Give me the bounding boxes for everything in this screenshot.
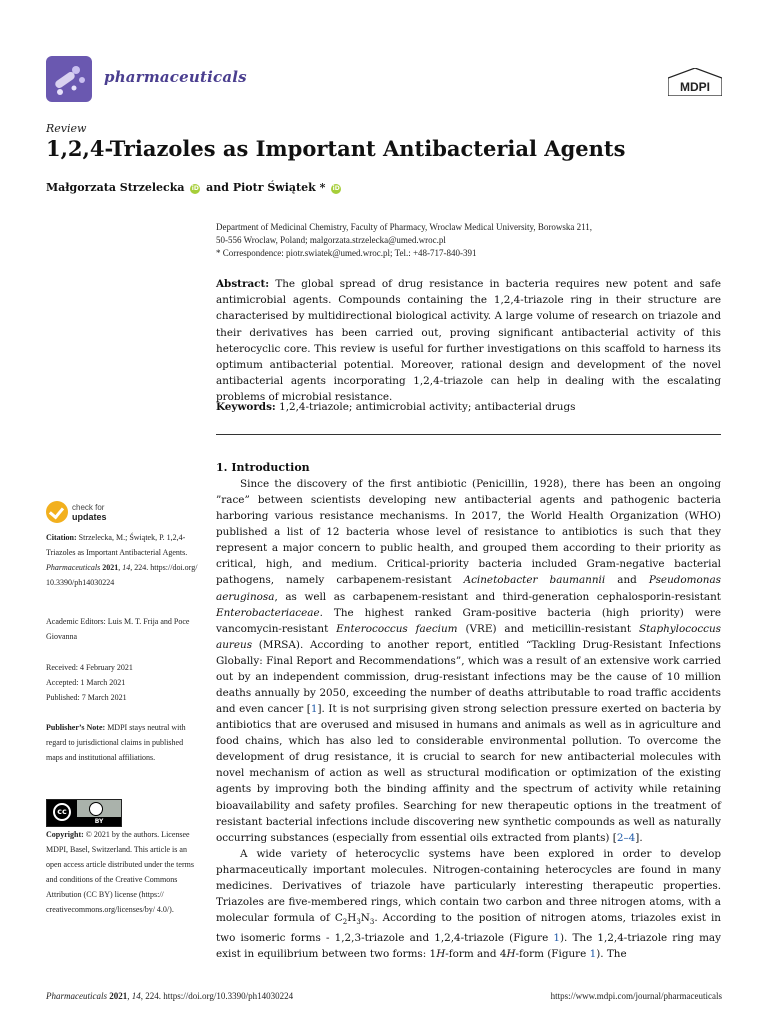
author-separator: and bbox=[206, 181, 229, 194]
abstract-label: Abstract: bbox=[216, 278, 270, 290]
journal-name[interactable]: pharmaceuticals bbox=[104, 68, 247, 86]
footer-doi[interactable]: , 224. https://doi.org/10.3390/ph14030224 bbox=[140, 991, 294, 1001]
cc-by-license-badge[interactable] bbox=[46, 799, 122, 827]
checkmark-icon bbox=[46, 501, 68, 523]
copyright-block bbox=[46, 827, 198, 917]
citation-block: Citation: Strzelecka, M.; Świątek, P. 1,2,4-Triazoles as Important Antibacterial Agents. Pharmaceuticals 2021, 14, 224. https://doi.org/ 10.3390/ph14030224 bbox=[46, 533, 198, 587]
note-label: Publisher’s Note: bbox=[46, 723, 106, 732]
author-name[interactable]: Piotr Świątek * bbox=[232, 181, 326, 194]
affiliations bbox=[216, 221, 721, 260]
publisher-note bbox=[46, 720, 198, 765]
person-icon bbox=[89, 802, 103, 816]
citation-text: Strzelecka, M.; Świątek, P. 1,2,4-Triazoles as Important Antibacterial Agents. bbox=[46, 533, 188, 557]
academic-editors: Academic Editors: Luis M. T. Frija and Poce Giovanna bbox=[46, 617, 190, 641]
body-paragraph: Since the discovery of the first antibiotic (Penicillin, 1928), there has been an ongoing ”race” between scientists developing new antibacterial agents and pathogenic bacteria harboring various resistance mechanisms. In 2017, the World Health Organization (WHO) published a list of 12 bacteria whose level of resistance to antibiotics is such that they represent a major concern to public health, and grouped them according to their priority as critical, high, and medium. Critical-priority bacteria included Gram-negative bacterial pathogens, namely carbapenem-resistant Acinetobacter baumannii and Pseudomonas aeruginosa, as well as carbapenem-resistant and third-generation cephalosporin-resistant Enterobacteriaceae. The highest ranked Gram-positive bacteria (high priority) were vancomycin-resistant Enterococcus faecium (VRE) and meticillin-resistant Staphylococcus aureus (MRSA). According to another report, entitled “Tackling Drug-Resistant Infections Globally: Final Report and Recommendations”, which was a result of an extensive work carried out by an independent commission, drug-resistant infections may be the cause of 10 million deaths annually by 2050, exceeding the number of deaths attributable to road traffic accidents and even cancer [1]. It is not surprising given strong selection pressure exerted on bacteria by antibiotics that are overused and misused in humans and animals as well as in agriculture and food chains, which has also led to considerable environmental pollution. To overcome the development of drug resistance, it is crucial to search for new antibacterial molecules with novel mechanism of action as well as structural modification or optimization of the existing agents by improving both the binding affinity and the spectrum of activity while retaining bioavailability and safety profiles. Searching for new therapeutic options in the treatment of resistant bacterial infections include discovering new synthetic compounds as well as naturally occurring substances (especially from essential oils extracted from plants) [2–4]. bbox=[216, 478, 721, 844]
footer-citation: Pharmaceuticals 2021, 14, 224. https://doi.org/10.3390/ph14030224 bbox=[46, 991, 294, 1001]
keywords-text: 1,2,4-triazole; antimicrobial activity; antibacterial drugs bbox=[279, 401, 576, 413]
author-list bbox=[46, 181, 343, 194]
abstract bbox=[216, 276, 721, 406]
citation-journal: Pharmaceuticals bbox=[46, 563, 101, 572]
footer-volume: 14 bbox=[131, 991, 141, 1001]
citation-label: Citation: bbox=[46, 533, 77, 542]
accepted-date: Accepted: 1 March 2021 bbox=[46, 678, 126, 687]
citation-doi[interactable]: , 224. https://doi.org/ 10.3390/ph14030224 bbox=[46, 563, 198, 587]
body-text bbox=[216, 476, 721, 962]
author-name[interactable]: Małgorzata Strzelecka bbox=[46, 181, 185, 194]
publisher-name: MDPI bbox=[680, 80, 710, 94]
keywords-label: Keywords: bbox=[216, 401, 276, 413]
cc-by-label: BY bbox=[77, 817, 121, 826]
figure-link[interactable]: 1 bbox=[589, 948, 597, 961]
footer-journal-url[interactable]: https://www.mdpi.com/journal/pharmaceuticals bbox=[550, 991, 722, 1001]
orcid-icon[interactable]: iD bbox=[332, 185, 340, 192]
received-date: Received: 4 February 2021 bbox=[46, 663, 133, 672]
dates-block bbox=[46, 660, 198, 705]
correspondence: * Correspondence: piotr.swiatek@umed.wroc.pl; Tel.: +48-717-840-391 bbox=[216, 248, 477, 258]
footer-year: 2021 bbox=[109, 991, 128, 1001]
published-date: Published: 7 March 2021 bbox=[46, 693, 127, 702]
footer-journal: Pharmaceuticals bbox=[46, 991, 107, 1001]
cc-icon: cc bbox=[53, 803, 71, 821]
section-divider bbox=[216, 434, 721, 435]
journal-logo-icon bbox=[46, 56, 92, 102]
orcid-icon[interactable]: iD bbox=[191, 185, 199, 192]
citation-volume: 14 bbox=[122, 563, 131, 572]
note-text: MDPI stays neutral with regard to jurisdictional claims in published maps and institutional affiliations. bbox=[46, 723, 186, 762]
check-updates-label: updates bbox=[72, 512, 107, 522]
copyright-text: © 2021 by the authors. Licensee MDPI, Basel, Switzerland. This article is an open access article distributed under the terms and conditions of the Creative Commons Attribution (CC BY) license (https:// creativecommons.org/licenses/by/ 4.0/). bbox=[46, 830, 194, 914]
copyright-label: Copyright: bbox=[46, 830, 84, 839]
abstract-text: The global spread of drug resistance in bacteria requires new potent and safe antimicrobial agents. Compounds containing the 1,2,4-triazole ring in their structure are characterised by multidirectional biological activity. A large volume of research on triazole and their derivatives has been carried out, proving significant antibacterial activity of this heterocyclic core. This review is useful for further investigations on this scaffold to harness its optimum antibacterial potential. Moreover, rational design and development of the novel antibacterial agents incorporating 1,2,4-triazole can help in dealing with the escalating problems of microbial resistance. bbox=[216, 278, 721, 404]
citation-link[interactable]: 2–4 bbox=[616, 831, 636, 844]
citation-link[interactable]: 1 bbox=[310, 703, 318, 716]
affiliation-line: Department of Medicinal Chemistry, Faculty of Pharmacy, Wroclaw Medical University, Borowska 211, bbox=[216, 222, 593, 232]
check-updates-label: check for bbox=[72, 503, 105, 512]
article-type: Review bbox=[46, 122, 87, 135]
keywords bbox=[216, 401, 721, 413]
section-heading: 1. Introduction bbox=[216, 461, 310, 474]
figure-link[interactable]: 1 bbox=[553, 932, 560, 945]
check-for-updates-button[interactable] bbox=[46, 501, 166, 527]
affiliation-line: 50-556 Wroclaw, Poland; malgorzata.strzelecka@umed.wroc.pl bbox=[216, 235, 446, 245]
citation-year: 2021 bbox=[102, 563, 119, 572]
paper-title: 1,2,4-Triazoles as Important Antibacterial Agents bbox=[46, 136, 626, 161]
body-paragraph: A wide variety of heterocyclic systems have been explored in order to develop pharmaceutically important molecules. Nitrogen-containing heterocycles are found in many medicines. Derivatives of triazole have particularly interesting therapeutic properties. Triazoles are five-membered rings, which contain two carbon and three nitrogen atoms, with a molecular formula of $C_2H_3N_3$. According to the position of nitrogen atoms, triazoles exist in two isomeric forms - 1,2,3-triazole and 1,2,4-triazole (Figure 1). The 1,2,4-triazole ring may exist in equilibrium between two forms: 1H-form and 4H-form (Figure 1). The bbox=[216, 847, 721, 961]
mdpi-logo-icon[interactable] bbox=[668, 68, 722, 96]
